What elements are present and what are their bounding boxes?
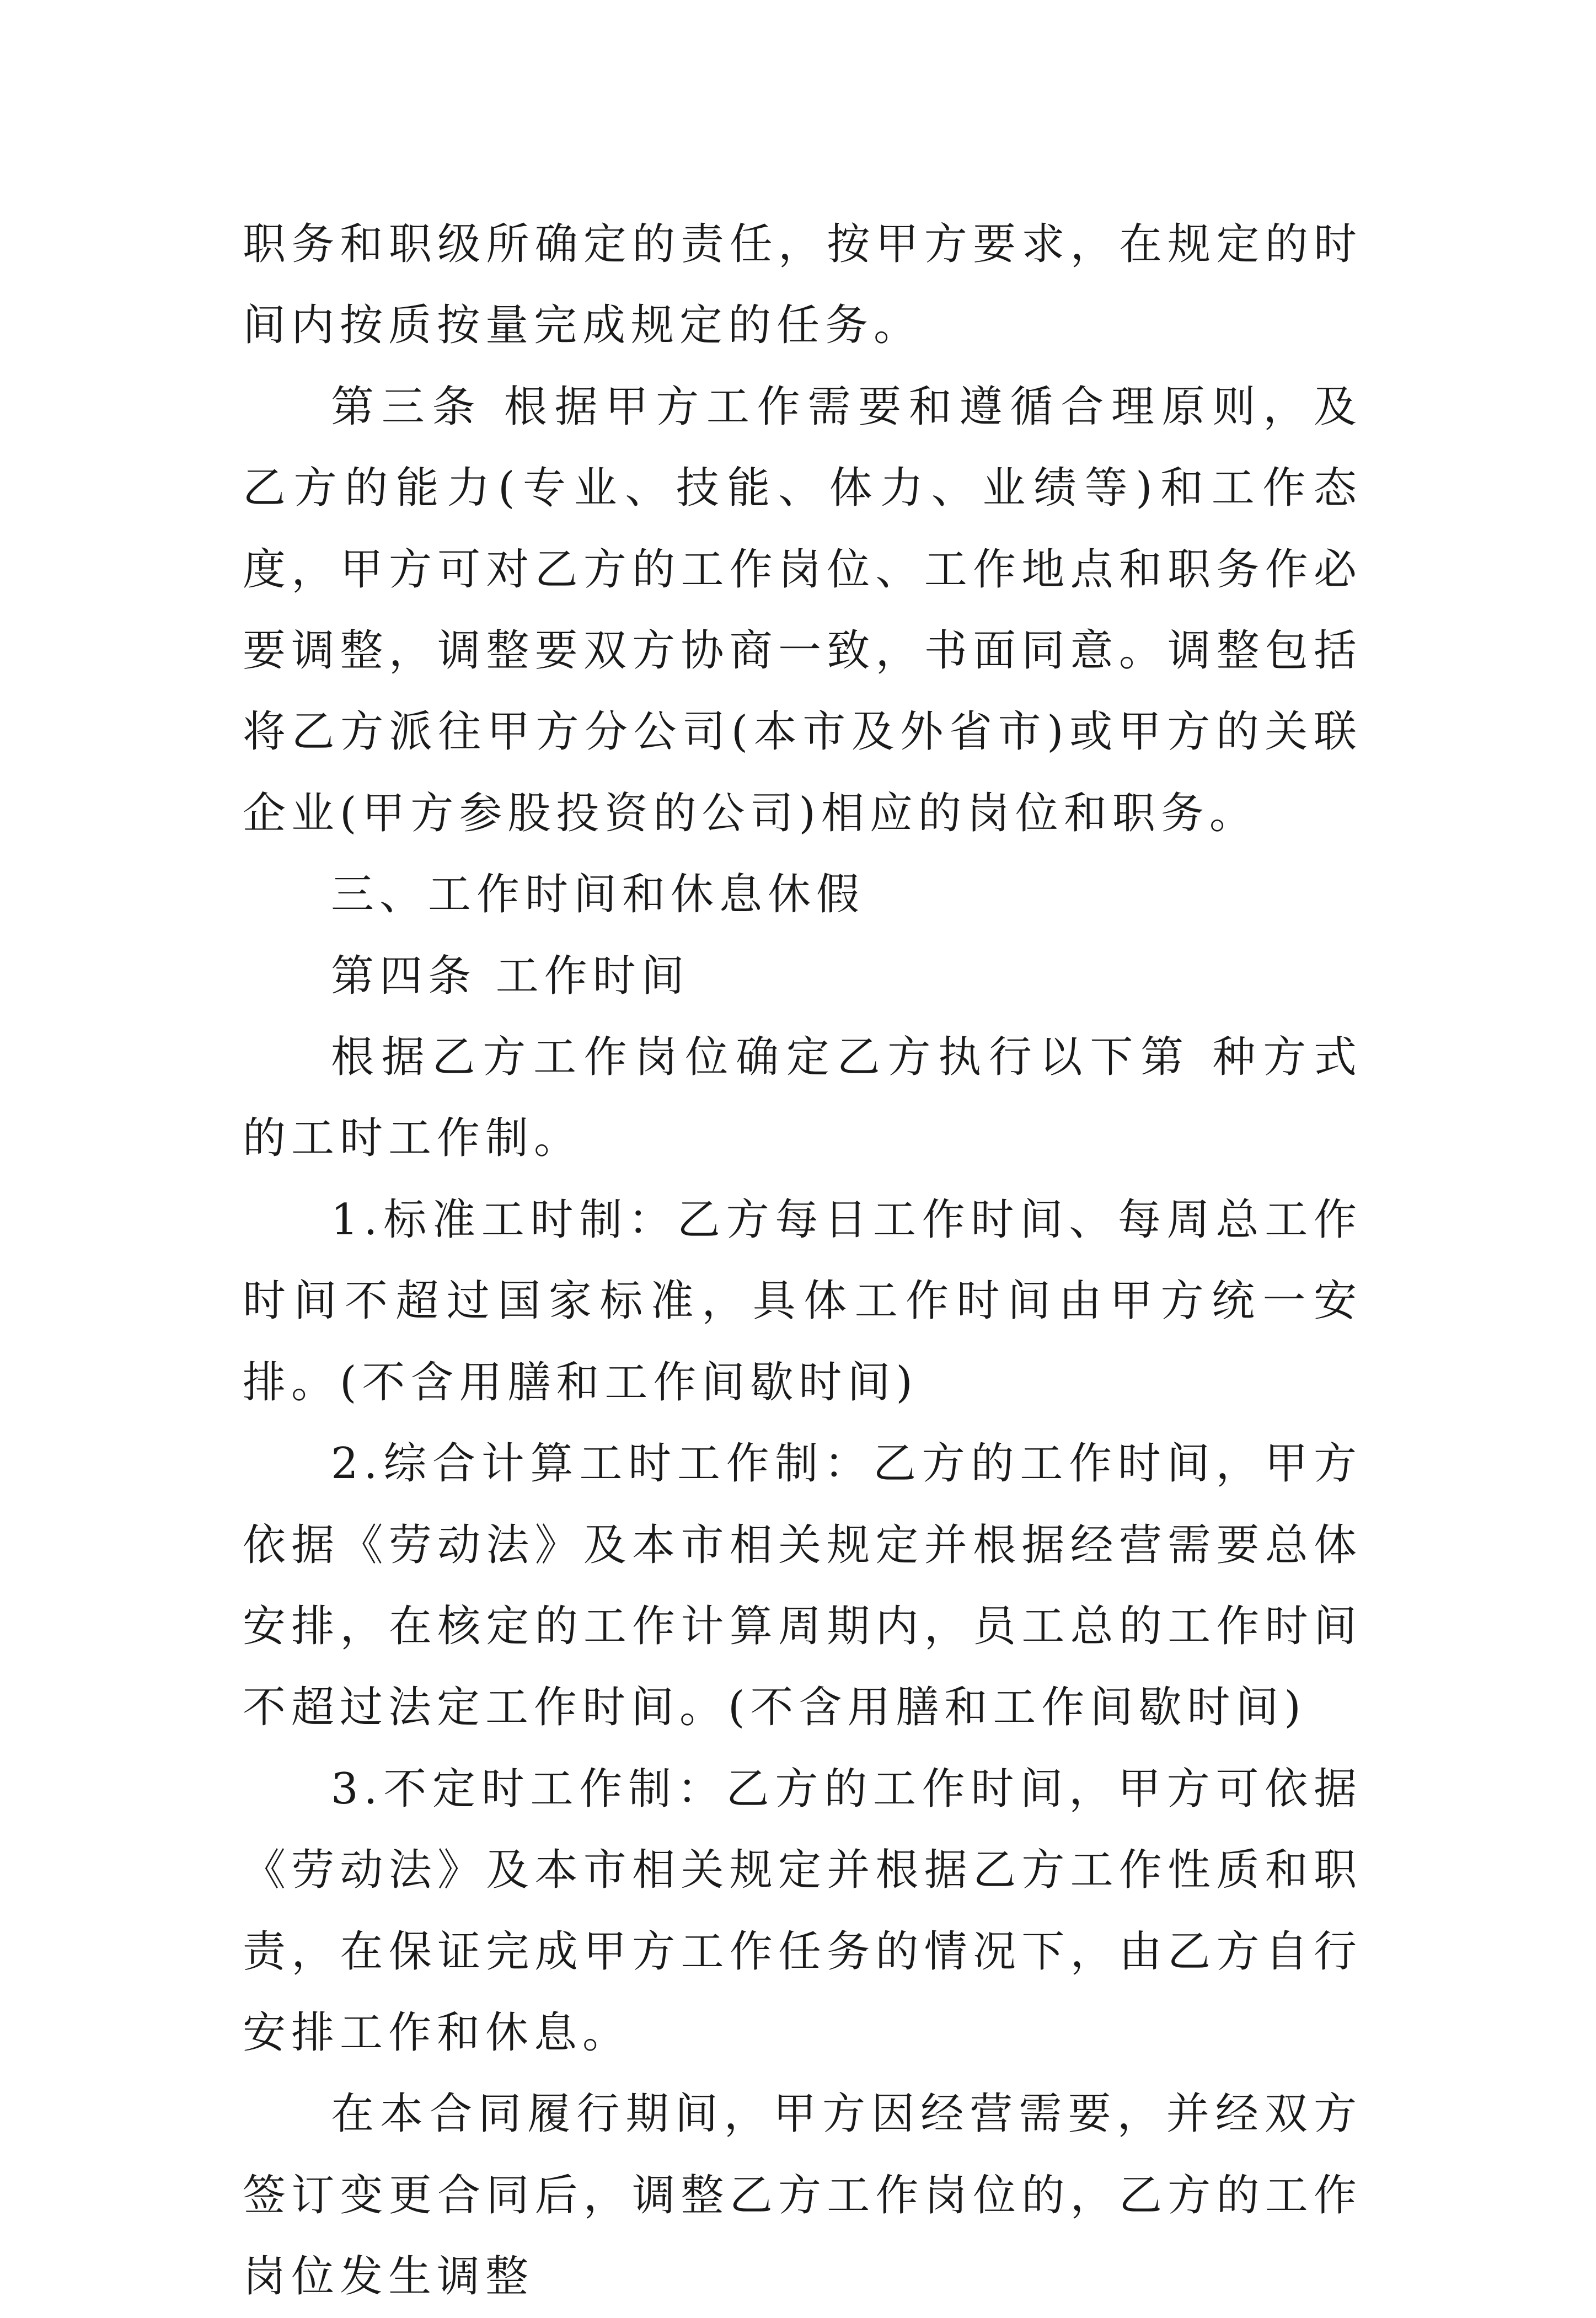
paragraph-standard-hours: 1.标准工时制：乙方每日工作时间、每周总工作时间不超过国家标准，具体工作时间由甲方统一安排。(不含用膳和工作间歇时间) <box>243 1195 1362 1407</box>
paragraph-comprehensive-hours: 2.综合计算工时工作制：乙方的工作时间，甲方依据《劳动法》及本市相关规定并根据经营需要总体安排，在核定的工作计算周期内，员工总的工作时间不超过法定工作时间。(不含用膳和工作间歇时间) <box>243 1439 1362 1733</box>
paragraph-article-3: 第三条 根据甲方工作需要和遵循合理原则，及乙方的能力(专业、技能、体力、业绩等)和工作态度，甲方可对乙方的工作岗位、工作地点和职务作必要调整，调整要双方协商一致，书面同意。调整包括将乙方派往甲方分公司(本市及外省市)或甲方的关联企业(甲方参股投资的公司)相应的岗位和职务。 <box>243 382 1362 838</box>
article-4-heading: 第四条 工作时间 <box>331 951 690 1001</box>
paragraph-duty-continuation: 职务和职级所确定的责任，按甲方要求，在规定的时间内按质按量完成规定的任务。 <box>243 220 1362 351</box>
section-heading-working-hours: 三、工作时间和休息休假 <box>331 870 865 920</box>
document-body <box>243 204 1362 2318</box>
paragraph-work-system-choice: 根据乙方工作岗位确定乙方执行以下第 种方式的工时工作制。 <box>243 1032 1362 1164</box>
paragraph-flexible-hours: 3.不定时工作制：乙方的工作时间，甲方可依据《劳动法》及本市相关规定并根据乙方工作性质和职责，在保证完成甲方工作任务的情况下，由乙方自行安排工作和休息。 <box>243 1764 1362 2058</box>
paragraph-position-adjustment: 在本合同履行期间，甲方因经营需要，并经双方签订变更合同后，调整乙方工作岗位的，乙方的工作岗位发生调整 <box>243 2089 1362 2302</box>
